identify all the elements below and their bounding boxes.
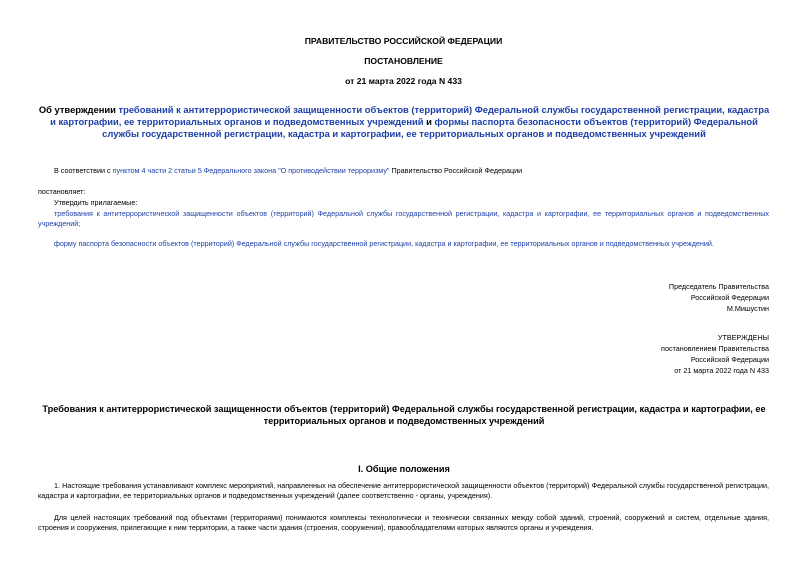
- doc-date-number: от 21 марта 2022 года N 433: [345, 76, 462, 86]
- document-title: [36, 104, 772, 140]
- approval-stamp: УТВЕРЖДЕНЫ: [717, 333, 769, 342]
- approval-date: от 21 марта 2022 года N 433: [674, 366, 769, 375]
- resolves-text: постановляет:: [38, 187, 86, 196]
- preamble-after: Правительство Российской Федерации: [391, 166, 523, 175]
- government-heading: ПРАВИТЕЛЬСТВО РОССИЙСКОЙ ФЕДЕРАЦИИ: [304, 36, 503, 46]
- approve-text: Утвердить прилагаемые:: [54, 198, 138, 207]
- passport-form-link[interactable]: формы паспорта безопасности объектов (территорий) Федеральной службы государственной регистрации, кадастра и картографии, ее территориальных органов и подведомственных учреждений: [102, 116, 758, 139]
- signature-country: Российской Федерации: [690, 293, 769, 302]
- requirements-link[interactable]: требований к антитеррористической защищенности объектов (территорий) Федеральной службы государственной регистрации, кадастра и картографии, ее территориальных органов и подведомственных учреждений: [50, 104, 770, 127]
- approval-country: Российской Федерации: [690, 355, 769, 364]
- federal-law-link[interactable]: пунктом 4 части 2 статьи 5 Федерального закона "О противодействии терроризму": [112, 166, 390, 175]
- title-prefix: Об утверждении: [38, 104, 116, 115]
- paragraph-2: Для целей настоящих требований под объектами (территориями) понимаются комплексы технологически и технически связанных между собой зданий, строений, сооружений и систем, отдельные здания, строения и сооружения, прилегающие к ним территории, а также части здания (строения, сооружения), правообладателями которых являются органы и учреждения.: [38, 513, 769, 532]
- signature-name: М.Мишустин: [726, 304, 769, 313]
- requirements-title: Требования к антитеррористической защищенности объектов (территорий) Федеральной службы государственной регистрации, кадастра и картографии, ее территориальных органов и подведомственных учреждений: [42, 404, 766, 426]
- section-heading: I. Общие положения: [358, 464, 450, 474]
- signature-position: Председатель Правительства: [668, 282, 769, 291]
- paragraph-1: 1. Настоящие требования устанавливают комплекс мероприятий, направленных на обеспечение антитеррористической защищенности объектов (территорий) Федеральной службы государственной регистрации, кадастра и картографии, ее территориальных органов и подведомственных учреждений (далее соответственно - органы, учреждения).: [38, 481, 769, 500]
- decree-item-requirements[interactable]: требования к антитеррористической защищенности объектов (территорий) Федеральной службы государственной регистрации, кадастра и картографии, ее территориальных органов и подведомственных учреждений;: [38, 209, 769, 228]
- preamble: [54, 166, 774, 176]
- title-middle: и: [426, 116, 432, 127]
- preamble-before: В соответствии с: [54, 166, 111, 175]
- approval-by: постановлением Правительства: [661, 344, 769, 353]
- doc-type-heading: ПОСТАНОВЛЕНИЕ: [364, 56, 443, 66]
- decree-item-passport-form[interactable]: форму паспорта безопасности объектов (территорий) Федеральной службы государственной регистрации, кадастра и картографии, ее территориальных органов и подведомственных учреждений.: [54, 239, 714, 248]
